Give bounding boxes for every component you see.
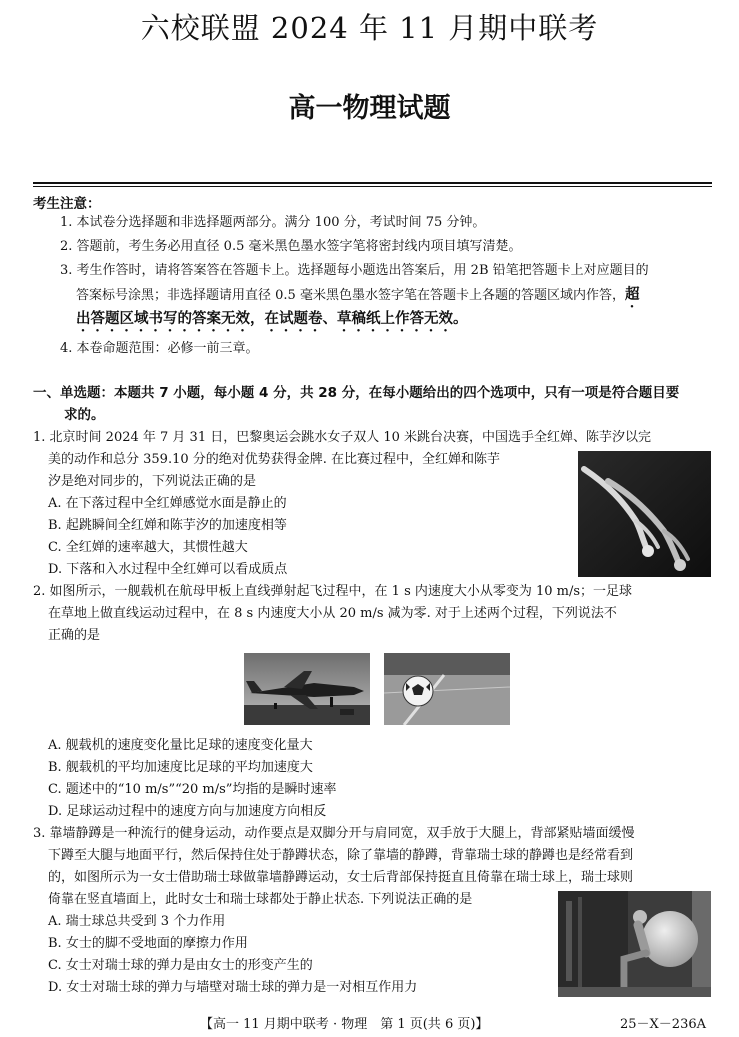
q3-option-a: A. 瑞士球总共受到 3 个力作用	[48, 914, 226, 929]
notice-emphasis-1: 超	[624, 287, 640, 303]
q3-option-c: C. 女士对瑞士球的弹力是由女士的形变产生的	[48, 958, 313, 973]
carrier-jet-photo	[244, 653, 370, 725]
diving-photo	[578, 451, 711, 577]
notice-item-4: 4. 本卷命题范围：必修一前三章。	[60, 341, 259, 356]
football-photo	[384, 653, 510, 725]
q1-option-b: B. 起跳瞬间全红婵和陈芋汐的加速度相等	[48, 518, 287, 533]
notice-item-3: 3. 考生作答时，请将答案答在答题卡上。选择题每小题选出答案后，用 2B 铅笔把答题卡上对应题目的	[60, 263, 649, 278]
q2-option-a: A. 舰载机的速度变化量比足球的速度变化量大	[48, 738, 313, 753]
section-1-heading: 一、单选题：本题共 7 小题，每小题 4 分，共 28 分，在每小题给出的四个选项中，只有一项是符合题目要	[33, 385, 680, 401]
q3-option-b: B. 女士的脚不受地面的摩擦力作用	[48, 936, 248, 951]
section-1-heading-cont: 求的。	[64, 407, 105, 423]
q3-option-d: D. 女士对瑞士球的弹力与墙壁对瑞士球的弹力是一对相互作用力	[48, 980, 418, 995]
q1-stem-line-1: 1. 北京时间 2024 年 7 月 31 日，巴黎奥运会跳水女子双人 10 米跳台决赛，中国选手全红婵、陈芋汐以完	[33, 430, 652, 445]
q1-option-d: D. 下落和入水过程中全红婵可以看成质点	[48, 562, 288, 577]
paper-code: 25－X－236A	[620, 1017, 706, 1032]
q1-stem-line-3: 汐是绝对同步的，下列说法正确的是	[48, 474, 257, 489]
q3-stem-line-4: 倚靠在竖直墙面上，此时女士和瑞士球都处于静止状态. 下列说法正确的是	[48, 892, 473, 907]
q1-option-a: A. 在下落过程中全红婵感觉水面是静止的	[48, 496, 287, 511]
notice-item-2: 2. 答题前，考生务必用直径 0.5 毫米黑色墨水签字笔将密封线内项目填写清楚。	[60, 239, 522, 254]
q2-option-b: B. 舰载机的平均加速度比足球的平均加速度大	[48, 760, 313, 775]
exam-title: 六校联盟 2024 年 11 月期中联考	[140, 11, 599, 45]
q1-option-c: C. 全红婵的速率越大，其惯性越大	[48, 540, 248, 555]
q1-stem-line-2: 美的动作和总分 359.10 分的绝对优势获得金牌. 在比赛过程中，全红婵和陈芋	[48, 452, 501, 467]
notice-heading: 考生注意：	[33, 196, 101, 212]
q3-stem-line-3: 的，如图所示为一女士借助瑞士球做靠墙静蹲运动，女士后背部保持挺直且倚靠在瑞士球上，瑞士球则	[48, 870, 634, 885]
q2-stem-line-1: 2. 如图所示，一舰载机在航母甲板上直线弹射起飞过程中，在 1 s 内速度大小从零变为 10 m/s；一足球	[33, 584, 633, 599]
q3-stem-line-2: 下蹲至大腿与地面平行，然后保持住处于静蹲状态，除了靠墙的静蹲，背靠瑞士球的静蹲也是经常看到	[48, 848, 634, 863]
header-rule-thick	[33, 182, 712, 184]
notice-item-1: 1. 本试卷分选择题和非选择题两部分。满分 100 分，考试时间 75 分钟。	[60, 215, 486, 230]
notice-emphasis-2: 出答题区域书写的答案无效，在试题卷、草稿纸上作答无效。	[76, 311, 468, 327]
page-footer: 【高一 11 月期中联考 · 物理 第 1 页(共 6 页)】	[200, 1017, 489, 1032]
q2-stem-line-2: 在草地上做直线运动过程中，在 8 s 内速度大小从 20 m/s 减为零. 对于上述两个过程，下列说法不	[48, 606, 617, 621]
header-rule-thin	[33, 186, 712, 187]
q2-stem-line-3: 正确的是	[48, 628, 101, 643]
q2-option-d: D. 足球运动过程中的速度方向与加速度方向相反	[48, 804, 327, 819]
notice-item-3-cont-text: 答案标号涂黑；非选择题请用直径 0.5 毫米黑色墨水签字笔在答题卡上各题的答题区域内作答，	[76, 288, 625, 303]
q2-option-c: C. 题述中的“10 m/s”“20 m/s”均指的是瞬时速率	[48, 782, 337, 797]
swiss-ball-photo	[558, 891, 711, 997]
q3-stem-line-1: 3. 靠墙静蹲是一种流行的健身运动，动作要点是双脚分开与肩同宽，双手放于大腿上，背部紧贴墙面缓慢	[33, 826, 635, 841]
notice-item-3-cont	[76, 286, 639, 311]
subject-title: 高一物理试题	[288, 93, 451, 124]
